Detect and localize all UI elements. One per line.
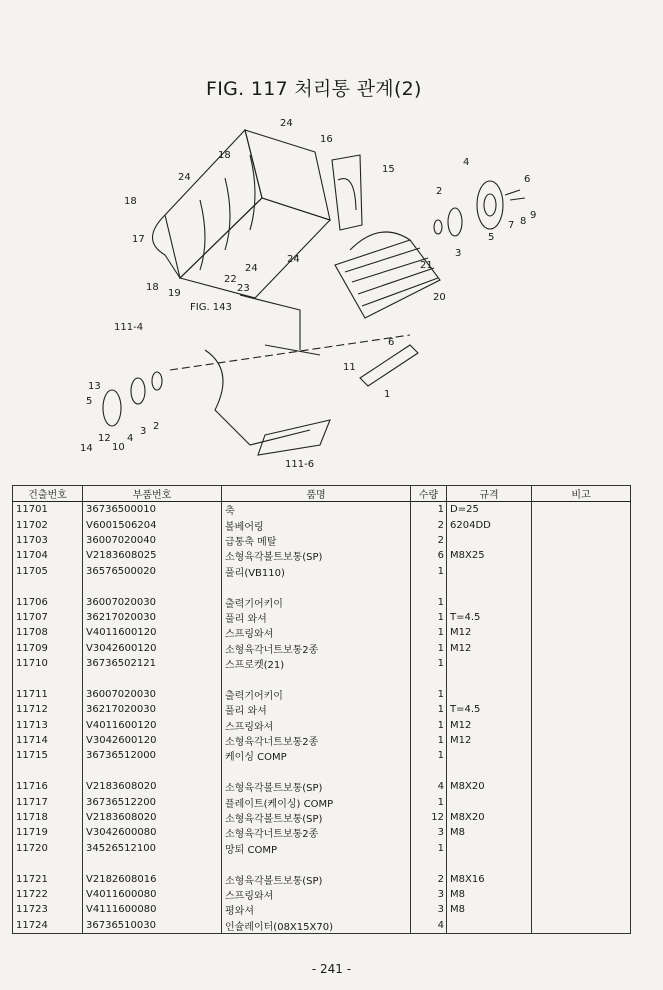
cell-remarks <box>532 825 631 840</box>
header-remarks: 비고 <box>532 486 631 502</box>
table-header-row <box>13 486 631 502</box>
cell-part-no <box>83 764 222 779</box>
cell-item-no: 11705 <box>13 564 83 579</box>
cell-part-name: 볼베어링 <box>222 517 411 532</box>
cell-spec: T=4.5 <box>447 610 532 625</box>
pulley-5 <box>477 181 503 229</box>
callout-2-right: 2 <box>436 186 443 197</box>
cell-part-no: 36576500020 <box>83 564 222 579</box>
cell-spec: M8 <box>447 825 532 840</box>
cell-remarks <box>532 764 631 779</box>
table-row <box>13 671 631 686</box>
callout-18-top: 18 <box>218 150 231 161</box>
cell-part-no: V4011600120 <box>83 717 222 732</box>
cell-remarks <box>532 810 631 825</box>
table-row <box>13 810 631 825</box>
bearing-2 <box>434 220 442 234</box>
cell-part-no: 36217020030 <box>83 702 222 717</box>
cell-spec: M8X20 <box>447 779 532 794</box>
cell-spec <box>447 533 532 548</box>
cell-item-no <box>13 764 83 779</box>
cell-part-no: V3042600080 <box>83 825 222 840</box>
cell-spec <box>447 687 532 702</box>
table-row <box>13 717 631 732</box>
cell-quantity: 12 <box>411 810 447 825</box>
callout-111-4: 111-4 <box>114 322 144 333</box>
callout-20: 20 <box>433 292 446 303</box>
callout-3-lower: 3 <box>140 426 147 437</box>
cell-item-no: 11717 <box>13 794 83 809</box>
cell-quantity: 1 <box>411 641 447 656</box>
cell-part-no <box>83 671 222 686</box>
cell-quantity: 1 <box>411 794 447 809</box>
cell-spec <box>447 748 532 763</box>
cell-part-name: 인슐레이터(08X15X70) <box>222 918 411 934</box>
cell-part-name: 소형육각너트보통2종 <box>222 733 411 748</box>
cell-item-no: 11720 <box>13 841 83 856</box>
table-row <box>13 856 631 871</box>
cell-quantity: 1 <box>411 564 447 579</box>
callout-11: 11 <box>343 362 356 373</box>
cell-quantity: 1 <box>411 594 447 609</box>
cell-item-no: 11704 <box>13 548 83 563</box>
callout-5-lower: 5 <box>86 396 93 407</box>
cell-spec: M12 <box>447 641 532 656</box>
cell-quantity: 1 <box>411 610 447 625</box>
callout-24-low: 24 <box>245 263 258 274</box>
cell-part-no: 36736512000 <box>83 748 222 763</box>
cell-quantity: 1 <box>411 748 447 763</box>
callout-14: 14 <box>80 443 93 454</box>
cell-part-no: V4011600120 <box>83 625 222 640</box>
cell-remarks <box>532 641 631 656</box>
header-part-name: 품명 <box>222 486 411 502</box>
shaft-1 <box>360 345 418 386</box>
cell-part-name: 소형육각볼트보통(SP) <box>222 548 411 563</box>
cell-spec: M8 <box>447 902 532 917</box>
cell-remarks <box>532 687 631 702</box>
callout-111-6: 111-6 <box>285 459 315 470</box>
table-row <box>13 733 631 748</box>
callout-18-bottom: 18 <box>146 282 159 293</box>
cell-part-name: 스프링와셔 <box>222 887 411 902</box>
table-row <box>13 871 631 886</box>
cell-spec <box>447 656 532 671</box>
cell-item-no: 11706 <box>13 594 83 609</box>
frame-111-4 <box>240 295 320 355</box>
cell-part-no: V3042600120 <box>83 641 222 656</box>
callout-10: 10 <box>112 442 125 453</box>
table-row <box>13 687 631 702</box>
table-row <box>13 702 631 717</box>
cell-item-no: 11709 <box>13 641 83 656</box>
cell-quantity: 2 <box>411 871 447 886</box>
diagram-canvas <box>0 100 663 480</box>
cell-part-no: 36007020040 <box>83 533 222 548</box>
cell-part-name: 급통축 메탈 <box>222 533 411 548</box>
callout-4-right: 4 <box>463 157 470 168</box>
callout-18-left: 18 <box>124 196 137 207</box>
page-title: FIG. 117 처리통 관계(2) <box>206 78 422 100</box>
table-row <box>13 625 631 640</box>
cell-quantity <box>411 671 447 686</box>
cell-part-no: V6001506204 <box>83 517 222 532</box>
cell-item-no <box>13 579 83 594</box>
cell-part-no: 36007020030 <box>83 687 222 702</box>
cell-part-no: 36736512200 <box>83 794 222 809</box>
header-part-no: 부품번호 <box>83 486 222 502</box>
cell-item-no: 11715 <box>13 748 83 763</box>
cell-quantity <box>411 579 447 594</box>
table-row <box>13 794 631 809</box>
callout-7: 7 <box>508 220 515 231</box>
cell-spec: M12 <box>447 625 532 640</box>
cell-item-no <box>13 856 83 871</box>
cell-quantity: 3 <box>411 902 447 917</box>
cell-part-name: 소형육각볼트보통(SP) <box>222 779 411 794</box>
cell-remarks <box>532 564 631 579</box>
cell-remarks <box>532 887 631 902</box>
cell-remarks <box>532 871 631 886</box>
cell-part-name: 소형육각너트보통2종 <box>222 641 411 656</box>
washer-parts-7-8-9 <box>505 190 525 200</box>
cell-quantity: 1 <box>411 702 447 717</box>
cell-quantity: 3 <box>411 887 447 902</box>
cell-item-no: 11701 <box>13 502 83 518</box>
table-row <box>13 548 631 563</box>
table-row <box>13 764 631 779</box>
parts-table-body <box>13 502 631 934</box>
cell-part-no <box>83 856 222 871</box>
table-row <box>13 610 631 625</box>
cell-part-name: 풀리 와셔 <box>222 610 411 625</box>
cell-item-no: 11703 <box>13 533 83 548</box>
cell-remarks <box>532 702 631 717</box>
callout-16: 16 <box>320 134 333 145</box>
callout-22: 22 <box>224 274 237 285</box>
cell-item-no: 11724 <box>13 918 83 934</box>
cell-item-no: 11718 <box>13 810 83 825</box>
cell-spec: 6204DD <box>447 517 532 532</box>
cell-spec <box>447 594 532 609</box>
pulley-5-hub <box>484 194 496 216</box>
cell-quantity: 6 <box>411 548 447 563</box>
shaft-axis <box>170 335 410 370</box>
cell-remarks <box>532 918 631 934</box>
table-row <box>13 902 631 917</box>
cell-part-name: 풀리(VB110) <box>222 564 411 579</box>
cell-item-no: 11710 <box>13 656 83 671</box>
casing-end-17 <box>153 215 181 278</box>
table-row <box>13 641 631 656</box>
table-row <box>13 564 631 579</box>
bracket-15 <box>332 155 362 230</box>
callout-6-shaft: 6 <box>388 337 395 348</box>
table-row <box>13 502 631 518</box>
cell-part-name <box>222 579 411 594</box>
callout-24-mid: 24 <box>287 254 300 265</box>
cell-part-name: 축 <box>222 502 411 518</box>
cell-part-no: 34526512100 <box>83 841 222 856</box>
cell-item-no: 11721 <box>13 871 83 886</box>
cell-part-name: 소형육각볼트보통(SP) <box>222 810 411 825</box>
cell-part-no: V2183608020 <box>83 779 222 794</box>
cell-remarks <box>532 841 631 856</box>
callout-12: 12 <box>98 433 111 444</box>
table-row <box>13 887 631 902</box>
callout-21: 21 <box>420 260 433 271</box>
cell-quantity: 2 <box>411 533 447 548</box>
callout-8: 8 <box>520 216 527 227</box>
cell-remarks <box>532 717 631 732</box>
cell-item-no: 11714 <box>13 733 83 748</box>
table-row <box>13 918 631 934</box>
cell-spec: D=25 <box>447 502 532 518</box>
cell-part-name: 평와셔 <box>222 902 411 917</box>
cell-quantity: 1 <box>411 841 447 856</box>
cell-part-no: 36736500010 <box>83 502 222 518</box>
cell-item-no: 11711 <box>13 687 83 702</box>
cell-spec: M8X20 <box>447 810 532 825</box>
callout-23: 23 <box>237 283 250 294</box>
cell-quantity: 4 <box>411 918 447 934</box>
cell-part-no: 36736502121 <box>83 656 222 671</box>
bracket-15-curve <box>338 179 356 210</box>
cell-item-no: 11712 <box>13 702 83 717</box>
table-row <box>13 748 631 763</box>
cell-item-no: 11708 <box>13 625 83 640</box>
cell-part-name: 스프링와셔 <box>222 717 411 732</box>
cell-quantity <box>411 856 447 871</box>
cell-spec <box>447 856 532 871</box>
cell-part-name: 망퇴 COMP <box>222 841 411 856</box>
cell-part-name: 소형육각볼트보통(SP) <box>222 871 411 886</box>
cell-remarks <box>532 748 631 763</box>
cell-quantity: 4 <box>411 779 447 794</box>
cell-part-no: 36217020030 <box>83 610 222 625</box>
cell-quantity: 1 <box>411 687 447 702</box>
cell-quantity: 1 <box>411 717 447 732</box>
cell-remarks <box>532 733 631 748</box>
cell-part-name: 출력기어키이 <box>222 687 411 702</box>
cell-remarks <box>532 502 631 518</box>
cell-quantity: 2 <box>411 517 447 532</box>
cell-item-no <box>13 671 83 686</box>
cell-remarks <box>532 579 631 594</box>
cell-item-no: 11702 <box>13 517 83 532</box>
cell-part-name: 플레이트(케이싱) COMP <box>222 794 411 809</box>
cell-spec: M8X16 <box>447 871 532 886</box>
cell-item-no: 11707 <box>13 610 83 625</box>
cell-spec <box>447 564 532 579</box>
exploded-parts-diagram <box>0 100 663 480</box>
cell-part-no: 36007020030 <box>83 594 222 609</box>
figure-reference: FIG. 143 <box>190 302 232 313</box>
header-item-no: 건출번호 <box>13 486 83 502</box>
header-quantity: 수량 <box>411 486 447 502</box>
casing-frame-left <box>165 130 262 278</box>
cell-part-no: V3042600120 <box>83 733 222 748</box>
table-row <box>13 517 631 532</box>
cell-item-no: 11719 <box>13 825 83 840</box>
bearing-lower-2 <box>152 372 162 390</box>
table-row <box>13 533 631 548</box>
cell-part-no: V4011600080 <box>83 887 222 902</box>
net-comp-20 <box>335 240 440 318</box>
cell-spec <box>447 841 532 856</box>
table-row <box>13 579 631 594</box>
cell-spec <box>447 794 532 809</box>
cell-remarks <box>532 610 631 625</box>
cell-spec <box>447 918 532 934</box>
cell-remarks <box>532 902 631 917</box>
cell-part-no: 36736510030 <box>83 918 222 934</box>
cell-part-no <box>83 579 222 594</box>
cell-spec: M12 <box>447 733 532 748</box>
cell-remarks <box>532 533 631 548</box>
callout-6-right: 6 <box>524 174 531 185</box>
cell-item-no: 11722 <box>13 887 83 902</box>
sprocket-lower-3 <box>131 378 145 404</box>
cell-part-name: 스프링와셔 <box>222 625 411 640</box>
cell-quantity: 3 <box>411 825 447 840</box>
cell-spec: M8X25 <box>447 548 532 563</box>
cell-remarks <box>532 656 631 671</box>
cell-item-no: 11716 <box>13 779 83 794</box>
cell-remarks <box>532 625 631 640</box>
cell-item-no: 11713 <box>13 717 83 732</box>
callout-3-right: 3 <box>455 248 462 259</box>
cell-spec <box>447 579 532 594</box>
cell-quantity <box>411 764 447 779</box>
header-spec: 규격 <box>447 486 532 502</box>
cell-remarks <box>532 517 631 532</box>
cell-part-name <box>222 764 411 779</box>
cell-part-name: 케이싱 COMP <box>222 748 411 763</box>
cell-quantity: 1 <box>411 625 447 640</box>
cell-part-no: V2183608020 <box>83 810 222 825</box>
table-row <box>13 779 631 794</box>
cell-part-no: V4111600080 <box>83 902 222 917</box>
callout-4-lower: 4 <box>127 433 134 444</box>
table-row <box>13 656 631 671</box>
cell-spec <box>447 764 532 779</box>
parts-table <box>12 485 631 934</box>
callout-1: 1 <box>384 389 391 400</box>
cell-part-name: 스프로켓(21) <box>222 656 411 671</box>
sprocket-3 <box>448 208 462 236</box>
cell-quantity: 1 <box>411 733 447 748</box>
cell-remarks <box>532 794 631 809</box>
callout-9: 9 <box>530 210 537 221</box>
cell-remarks <box>532 779 631 794</box>
cell-remarks <box>532 548 631 563</box>
cell-part-name: 소형육각너트보통2종 <box>222 825 411 840</box>
callout-17: 17 <box>132 234 145 245</box>
cell-part-no: V2183608025 <box>83 548 222 563</box>
cell-spec: T=4.5 <box>447 702 532 717</box>
callout-24-top: 24 <box>280 118 293 129</box>
callout-13: 13 <box>88 381 101 392</box>
cell-remarks <box>532 594 631 609</box>
cell-quantity: 1 <box>411 656 447 671</box>
cell-item-no: 11723 <box>13 902 83 917</box>
cell-spec: M8 <box>447 887 532 902</box>
frame-111 <box>205 350 310 445</box>
callout-2-lower: 2 <box>153 421 160 432</box>
cell-quantity: 1 <box>411 502 447 518</box>
cell-part-name <box>222 671 411 686</box>
callout-24-left: 24 <box>178 172 191 183</box>
frame-111-6 <box>258 420 330 455</box>
cell-part-name: 출력기어키이 <box>222 594 411 609</box>
page-number: - 241 - <box>311 962 352 976</box>
cell-part-no: V2182608016 <box>83 871 222 886</box>
cell-remarks <box>532 856 631 871</box>
table-row <box>13 825 631 840</box>
cell-spec <box>447 671 532 686</box>
table-row <box>13 594 631 609</box>
cell-part-name: 풀리 와셔 <box>222 702 411 717</box>
cell-part-name <box>222 856 411 871</box>
table-row <box>13 841 631 856</box>
cell-spec: M12 <box>447 717 532 732</box>
net-comp-arc <box>350 232 410 250</box>
pulley-lower-5 <box>103 390 121 426</box>
cell-remarks <box>532 671 631 686</box>
callout-15: 15 <box>382 164 395 175</box>
callout-19: 19 <box>168 288 181 299</box>
callout-5-right: 5 <box>488 232 495 243</box>
